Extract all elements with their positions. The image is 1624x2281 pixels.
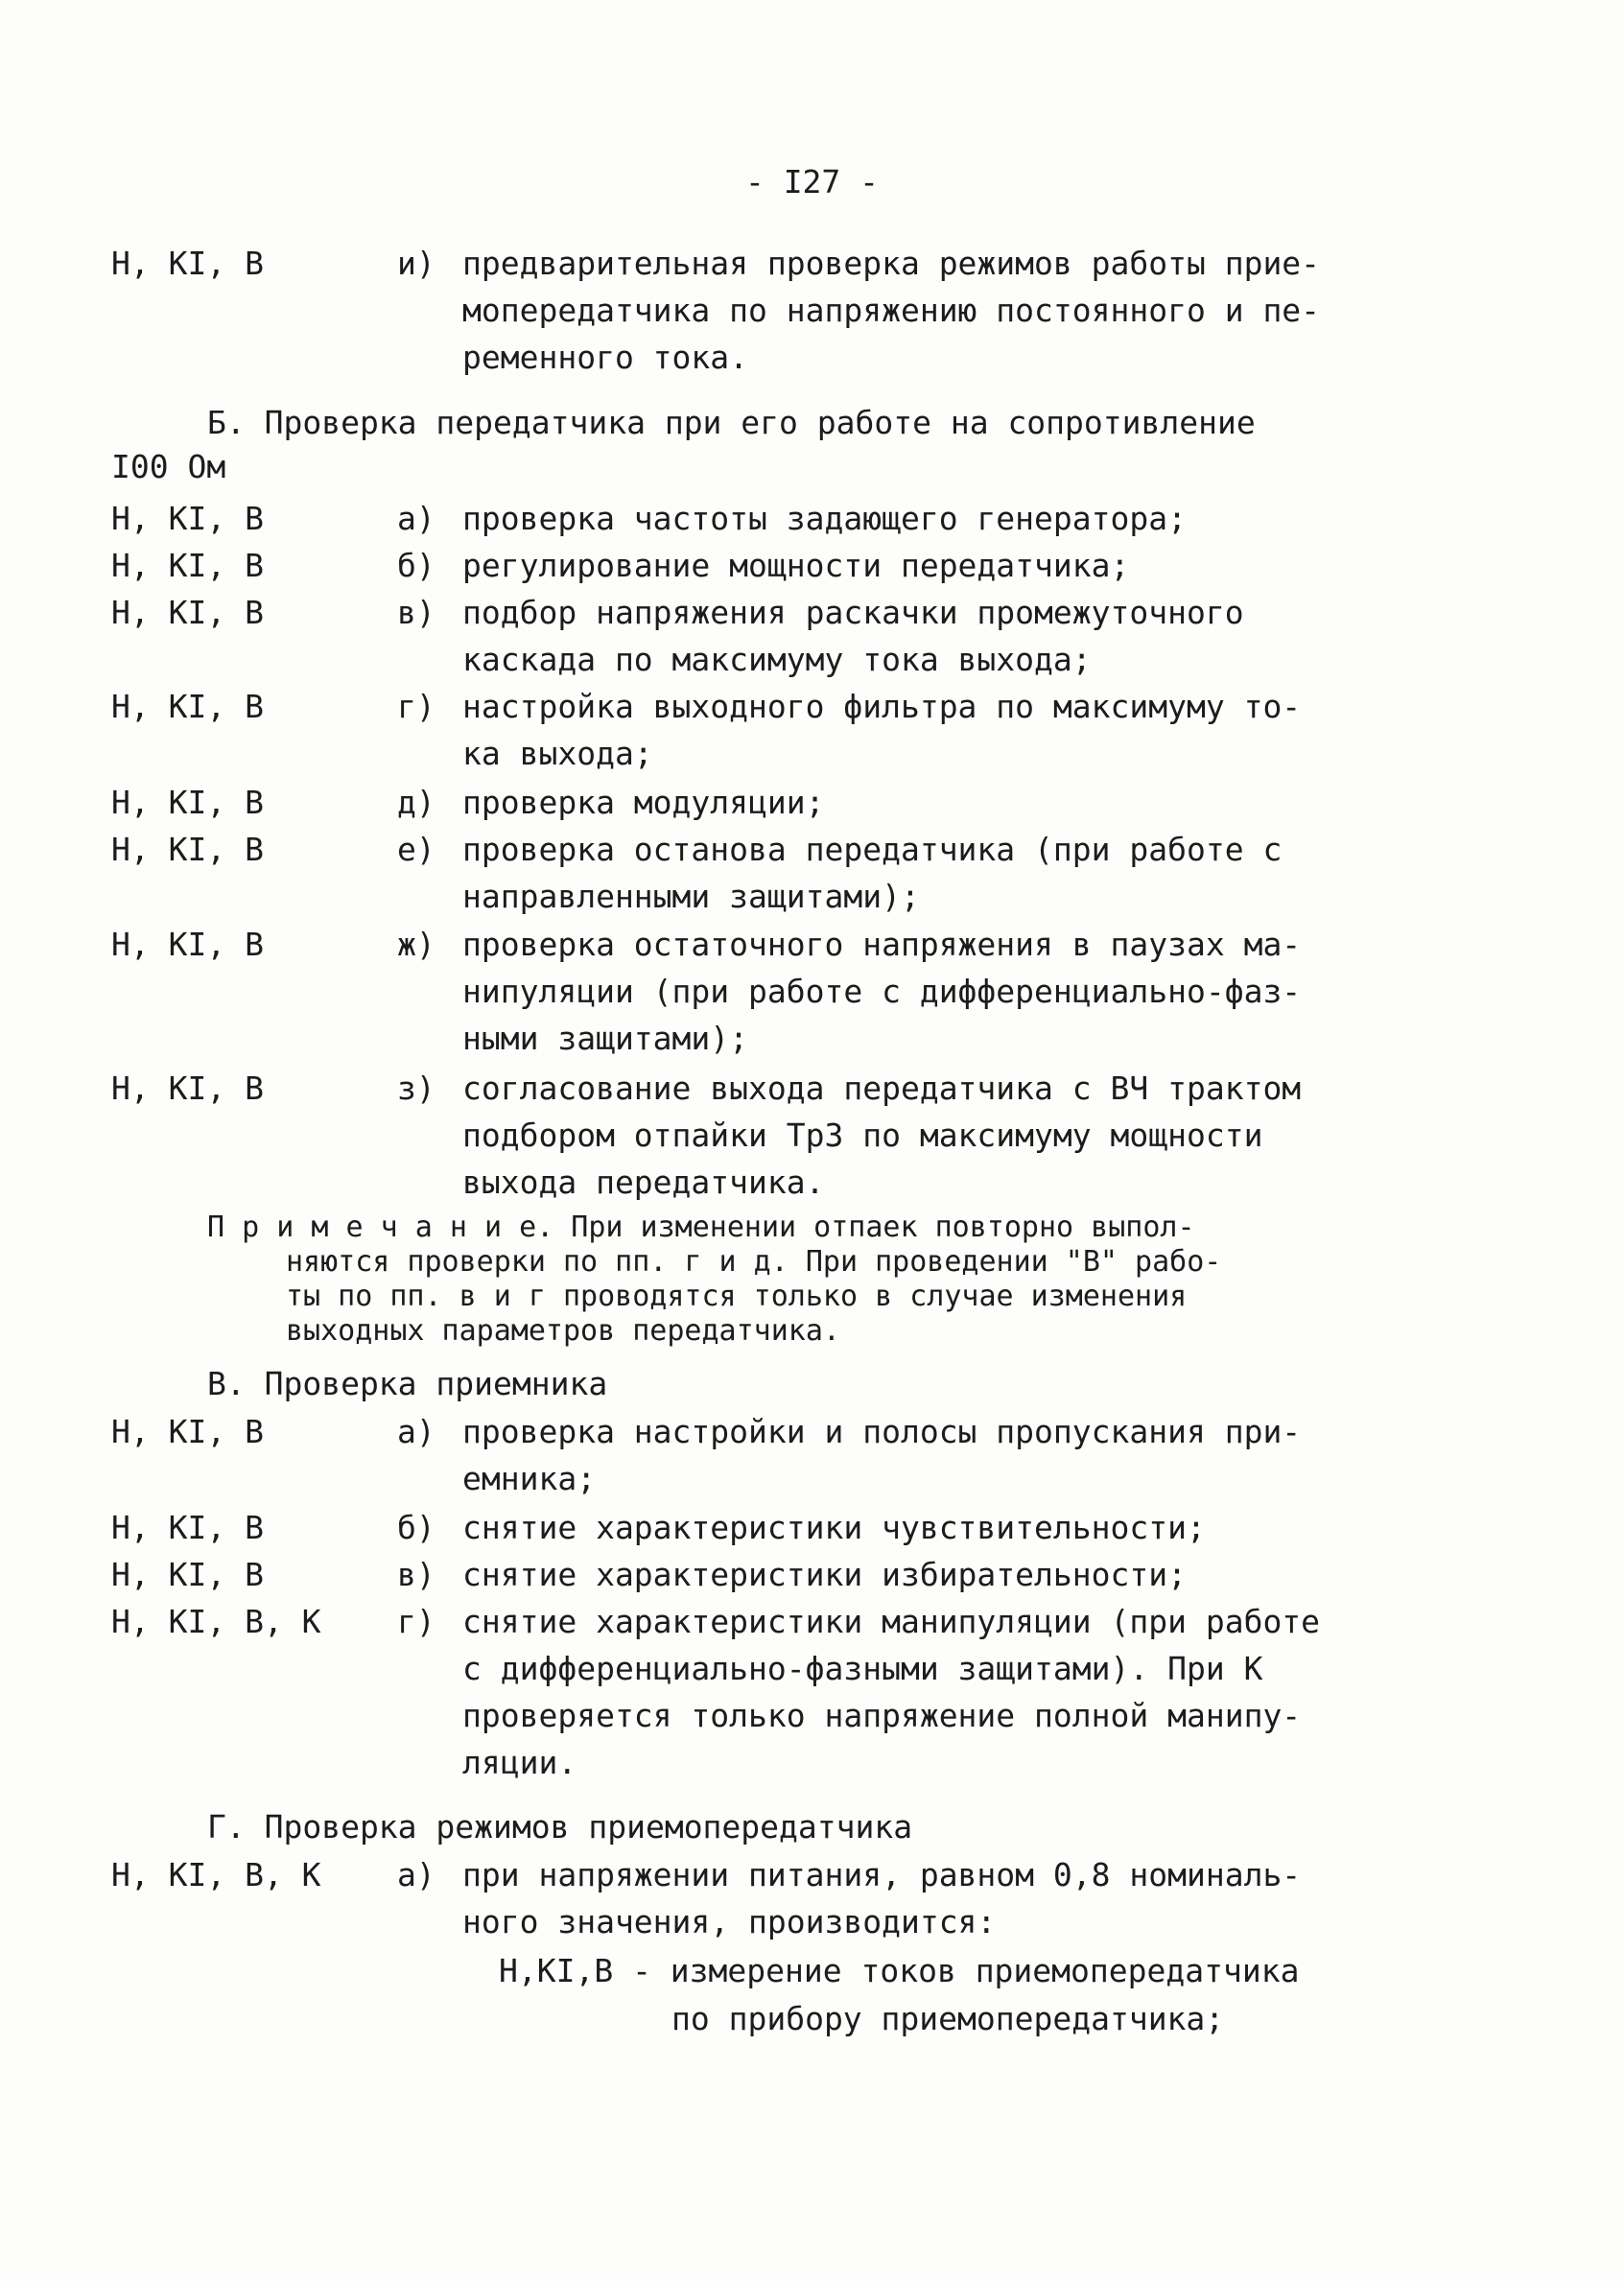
sub-item-line: Н,КI,В - измерение токов приемопередатчика (499, 1952, 1300, 1989)
item-line: согласование выхода передатчика с ВЧ трактом (462, 1070, 1302, 1107)
item-letter: и) (397, 245, 435, 282)
item-text (462, 1598, 1345, 1786)
item-line: проверка останова передатчика (при работе с (462, 831, 1283, 868)
item-line: ременного тока. (462, 339, 749, 376)
item-letter: б) (397, 547, 435, 584)
item-codes: Н, КI, В (111, 1509, 264, 1546)
note-line: выходных параметров передатчика. (286, 1314, 840, 1348)
item-line: ка выхода; (462, 735, 653, 772)
item-line: проверка остаточного напряжения в паузах ма- (462, 926, 1302, 963)
section-heading-g: Г. Проверка режимов приемопередатчика (207, 1808, 913, 1846)
item-letter: ж) (397, 926, 435, 963)
item-letter: з) (397, 1070, 435, 1107)
item-line: каскада по максимуму тока выхода; (462, 641, 1092, 678)
item-letter: е) (397, 831, 435, 868)
item-line: проверка настройки и полосы пропускания при- (462, 1413, 1302, 1450)
item-codes: Н, КI, В, К (111, 1603, 321, 1640)
item-letter: а) (397, 500, 435, 537)
note-block (207, 1211, 1221, 1349)
item-codes: Н, КI, В (111, 784, 264, 821)
item-line: ного значения, производится: (462, 1903, 997, 1940)
item-line: емника; (462, 1460, 597, 1497)
section-heading-b: Б. Проверка передатчика при его работе на сопротивление (207, 404, 1256, 441)
item-text (462, 1851, 1345, 1945)
item-letter: а) (397, 1856, 435, 1893)
item-codes: Н, КI, В, К (111, 1856, 321, 1893)
item-line: снятие характеристики чувствительности; (462, 1509, 1206, 1546)
item-text (462, 683, 1345, 777)
item-line: проверка модуляции; (462, 784, 825, 821)
item-line: регулирование мощности передатчика; (462, 547, 1130, 584)
item-codes: Н, КI, В (111, 547, 264, 584)
item-line: мопередатчика по напряжению постоянного и пе- (462, 292, 1321, 329)
item-letter: в) (397, 1556, 435, 1593)
item-codes: Н, КI, В (111, 831, 264, 868)
item-line: выхода передатчика. (462, 1164, 825, 1201)
item-codes: Н, КI, В (111, 1413, 264, 1450)
item-line: с дифференциально-фазными защитами). При К (462, 1650, 1263, 1687)
item-letter: а) (397, 1413, 435, 1450)
item-line: подбор напряжения раскачки промежуточного (462, 594, 1244, 631)
item-line: проверка частоты задающего генератора; (462, 500, 1187, 537)
item-codes: Н, КI, В (111, 1070, 264, 1107)
item-line: ными защитами); (462, 1020, 749, 1057)
item-codes: Н, КI, В (111, 245, 264, 282)
item-text (462, 542, 1345, 589)
section-heading-b-cont: I00 Ом (111, 448, 226, 485)
item-text (462, 495, 1345, 542)
item-line: снятие характеристики избирательности; (462, 1556, 1187, 1593)
item-codes: Н, КI, В (111, 500, 264, 537)
item-text (462, 1408, 1345, 1502)
page-number: - I27 - (744, 163, 880, 200)
note-line: П р и м е ч а н и е. При изменении отпаек повторно выпол- (207, 1211, 1195, 1244)
item-letter: г) (397, 1603, 435, 1640)
item-codes: Н, КI, В (111, 1556, 264, 1593)
item-codes: Н, КI, В (111, 688, 264, 725)
item-line: при напряжении питания, равном 0,8 номиналь- (462, 1856, 1302, 1893)
item-line: предварительная проверка режимов работы прие- (462, 245, 1321, 282)
note-line: няются проверки по пп. г и д. При проведении "В" рабо- (286, 1245, 1222, 1279)
item-letter: д) (397, 784, 435, 821)
item-line: направленными защитами); (462, 878, 920, 915)
item-codes: Н, КI, В (111, 594, 264, 631)
section-heading-v: В. Проверка приемника (207, 1365, 608, 1402)
item-text (462, 779, 1345, 826)
item-line: подбором отпайки ТрЗ по максимуму мощности (462, 1117, 1263, 1154)
item-line: ляции. (462, 1744, 577, 1781)
note-line: ты по пп. в и г проводятся только в случае изменения (286, 1280, 1188, 1313)
item-letter: г) (397, 688, 435, 725)
item-letter: б) (397, 1509, 435, 1546)
item-line: нипуляции (при работе с дифференциально-фаз- (462, 973, 1302, 1010)
item-text (462, 921, 1345, 1062)
item-line: настройка выходного фильтра по максимуму то- (462, 688, 1302, 725)
item-letter: в) (397, 594, 435, 631)
item-line: снятие характеристики манипуляции (при работе (462, 1603, 1321, 1640)
item-text (462, 826, 1345, 920)
item-codes: Н, КI, В (111, 926, 264, 963)
sub-item-line: по прибору приемопередатчика; (671, 2000, 1225, 2037)
item-text (462, 240, 1345, 381)
item-text (462, 1504, 1345, 1551)
item-text (462, 1065, 1345, 1206)
item-text (462, 1551, 1345, 1598)
item-text (462, 589, 1345, 683)
item-line: проверяется только напряжение полной манипу- (462, 1697, 1302, 1734)
